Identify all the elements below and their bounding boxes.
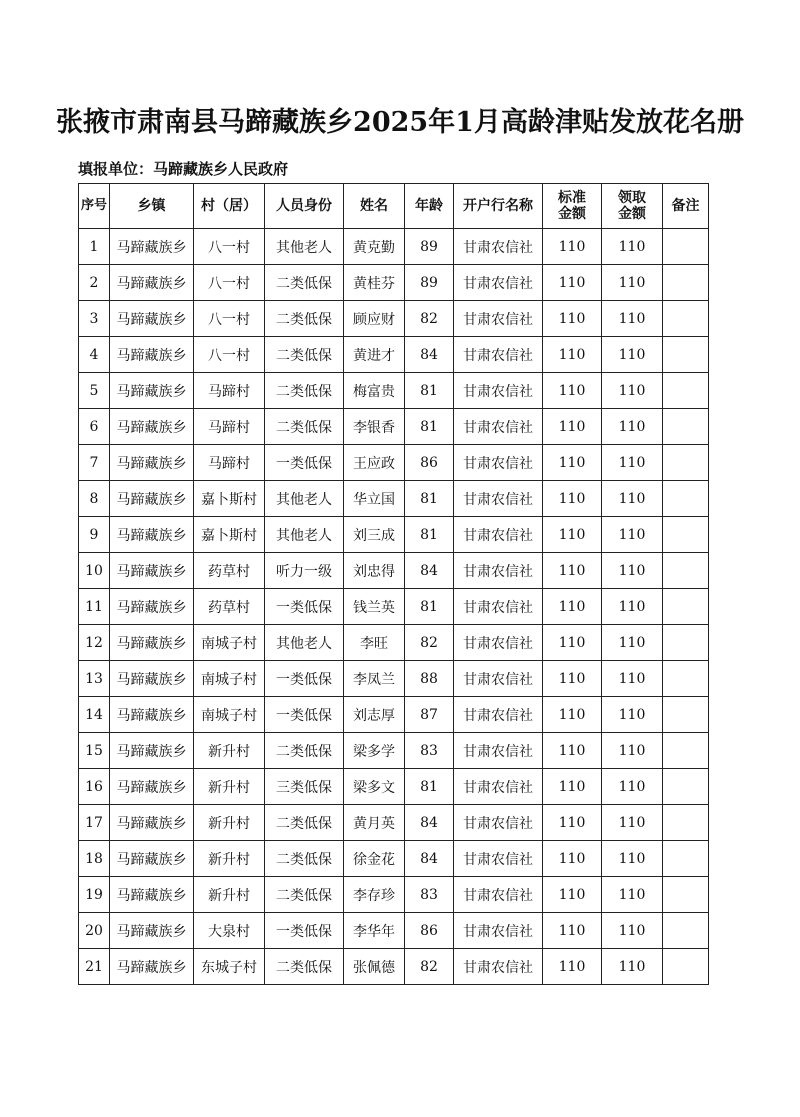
cell-note [663, 949, 709, 985]
cell-standard-amount: 110 [543, 301, 602, 337]
cell-age: 84 [405, 553, 454, 589]
cell-bank: 甘肃农信社 [454, 337, 543, 373]
cell-identity: 二类低保 [265, 337, 344, 373]
cell-name: 李银香 [344, 409, 405, 445]
cell-age: 89 [405, 265, 454, 301]
cell-note [663, 841, 709, 877]
cell-received-amount: 110 [602, 841, 663, 877]
cell-received-amount: 110 [602, 445, 663, 481]
cell-town: 马蹄藏族乡 [110, 589, 194, 625]
cell-identity: 二类低保 [265, 841, 344, 877]
header-village: 村（居） [194, 184, 265, 229]
cell-note [663, 805, 709, 841]
cell-name: 王应政 [344, 445, 405, 481]
cell-received-amount: 110 [602, 733, 663, 769]
table-row [79, 481, 709, 517]
cell-village: 药草村 [194, 553, 265, 589]
cell-note [663, 481, 709, 517]
cell-note [663, 409, 709, 445]
cell-standard-amount: 110 [543, 481, 602, 517]
cell-name: 刘志厚 [344, 697, 405, 733]
cell-no: 2 [79, 265, 110, 301]
cell-town: 马蹄藏族乡 [110, 409, 194, 445]
cell-name: 顾应财 [344, 301, 405, 337]
table-row [79, 661, 709, 697]
cell-no: 6 [79, 409, 110, 445]
cell-name: 黄克勤 [344, 229, 405, 265]
cell-received-amount: 110 [602, 409, 663, 445]
cell-village: 八一村 [194, 337, 265, 373]
cell-town: 马蹄藏族乡 [110, 517, 194, 553]
table-row [79, 589, 709, 625]
cell-note [663, 553, 709, 589]
cell-village: 大泉村 [194, 913, 265, 949]
cell-village: 八一村 [194, 301, 265, 337]
cell-identity: 二类低保 [265, 733, 344, 769]
cell-name: 李存珍 [344, 877, 405, 913]
cell-name: 黄桂芬 [344, 265, 405, 301]
table-row [79, 265, 709, 301]
header-note: 备注 [663, 184, 709, 229]
cell-age: 81 [405, 481, 454, 517]
cell-received-amount: 110 [602, 877, 663, 913]
cell-name: 梅富贵 [344, 373, 405, 409]
cell-standard-amount: 110 [543, 841, 602, 877]
cell-town: 马蹄藏族乡 [110, 553, 194, 589]
cell-town: 马蹄藏族乡 [110, 697, 194, 733]
cell-no: 4 [79, 337, 110, 373]
header-received-line2: 金额 [618, 206, 646, 222]
cell-no: 7 [79, 445, 110, 481]
cell-town: 马蹄藏族乡 [110, 841, 194, 877]
cell-received-amount: 110 [602, 697, 663, 733]
cell-bank: 甘肃农信社 [454, 697, 543, 733]
cell-village: 八一村 [194, 229, 265, 265]
cell-age: 84 [405, 841, 454, 877]
cell-bank: 甘肃农信社 [454, 913, 543, 949]
cell-age: 81 [405, 589, 454, 625]
cell-age: 82 [405, 625, 454, 661]
cell-no: 18 [79, 841, 110, 877]
cell-no: 21 [79, 949, 110, 985]
cell-name: 梁多文 [344, 769, 405, 805]
cell-note [663, 877, 709, 913]
cell-age: 82 [405, 949, 454, 985]
cell-standard-amount: 110 [543, 265, 602, 301]
cell-no: 5 [79, 373, 110, 409]
cell-age: 81 [405, 517, 454, 553]
cell-village: 嘉卜斯村 [194, 517, 265, 553]
table-row [79, 301, 709, 337]
cell-bank: 甘肃农信社 [454, 589, 543, 625]
cell-age: 81 [405, 373, 454, 409]
cell-received-amount: 110 [602, 805, 663, 841]
cell-standard-amount: 110 [543, 553, 602, 589]
cell-village: 药草村 [194, 589, 265, 625]
cell-name: 钱兰英 [344, 589, 405, 625]
cell-bank: 甘肃农信社 [454, 769, 543, 805]
cell-note [663, 913, 709, 949]
cell-name: 张佩德 [344, 949, 405, 985]
table-row [79, 229, 709, 265]
cell-name: 徐金花 [344, 841, 405, 877]
cell-identity: 一类低保 [265, 913, 344, 949]
cell-name: 李凤兰 [344, 661, 405, 697]
cell-received-amount: 110 [602, 625, 663, 661]
cell-standard-amount: 110 [543, 733, 602, 769]
cell-town: 马蹄藏族乡 [110, 373, 194, 409]
cell-village: 马蹄村 [194, 373, 265, 409]
cell-town: 马蹄藏族乡 [110, 625, 194, 661]
cell-no: 15 [79, 733, 110, 769]
cell-standard-amount: 110 [543, 625, 602, 661]
cell-village: 新升村 [194, 769, 265, 805]
cell-bank: 甘肃农信社 [454, 301, 543, 337]
cell-identity: 其他老人 [265, 229, 344, 265]
cell-village: 南城子村 [194, 697, 265, 733]
cell-town: 马蹄藏族乡 [110, 229, 194, 265]
table-row [79, 553, 709, 589]
cell-town: 马蹄藏族乡 [110, 805, 194, 841]
header-standard-line1: 标准 [558, 190, 586, 206]
cell-bank: 甘肃农信社 [454, 949, 543, 985]
cell-note [663, 229, 709, 265]
cell-age: 88 [405, 661, 454, 697]
cell-no: 3 [79, 301, 110, 337]
table-row [79, 949, 709, 985]
cell-age: 89 [405, 229, 454, 265]
cell-bank: 甘肃农信社 [454, 805, 543, 841]
cell-town: 马蹄藏族乡 [110, 913, 194, 949]
cell-identity: 一类低保 [265, 661, 344, 697]
cell-bank: 甘肃农信社 [454, 265, 543, 301]
cell-town: 马蹄藏族乡 [110, 481, 194, 517]
cell-standard-amount: 110 [543, 409, 602, 445]
cell-no: 14 [79, 697, 110, 733]
table-row [79, 877, 709, 913]
cell-no: 19 [79, 877, 110, 913]
table-row [79, 517, 709, 553]
cell-note [663, 661, 709, 697]
cell-town: 马蹄藏族乡 [110, 877, 194, 913]
table-row [79, 913, 709, 949]
cell-no: 1 [79, 229, 110, 265]
cell-identity: 二类低保 [265, 373, 344, 409]
cell-age: 81 [405, 769, 454, 805]
cell-age: 86 [405, 445, 454, 481]
cell-received-amount: 110 [602, 769, 663, 805]
cell-no: 17 [79, 805, 110, 841]
cell-town: 马蹄藏族乡 [110, 661, 194, 697]
cell-name: 刘忠得 [344, 553, 405, 589]
page-title: 张掖市肃南县马蹄藏族乡2025年1月高龄津贴发放花名册 [56, 107, 744, 138]
cell-no: 16 [79, 769, 110, 805]
cell-note [663, 625, 709, 661]
cell-identity: 一类低保 [265, 697, 344, 733]
cell-town: 马蹄藏族乡 [110, 733, 194, 769]
cell-received-amount: 110 [602, 589, 663, 625]
cell-note [663, 445, 709, 481]
cell-village: 马蹄村 [194, 409, 265, 445]
cell-note [663, 265, 709, 301]
header-standard-line2: 金额 [558, 206, 586, 222]
cell-note [663, 769, 709, 805]
cell-bank: 甘肃农信社 [454, 841, 543, 877]
cell-no: 8 [79, 481, 110, 517]
cell-village: 新升村 [194, 805, 265, 841]
cell-town: 马蹄藏族乡 [110, 949, 194, 985]
cell-age: 83 [405, 733, 454, 769]
cell-bank: 甘肃农信社 [454, 877, 543, 913]
cell-age: 84 [405, 337, 454, 373]
cell-no: 11 [79, 589, 110, 625]
cell-received-amount: 110 [602, 553, 663, 589]
cell-no: 9 [79, 517, 110, 553]
cell-no: 12 [79, 625, 110, 661]
cell-name: 刘三成 [344, 517, 405, 553]
header-no: 序号 [79, 184, 110, 229]
table-row [79, 697, 709, 733]
cell-standard-amount: 110 [543, 949, 602, 985]
cell-received-amount: 110 [602, 301, 663, 337]
header-name: 姓名 [344, 184, 405, 229]
cell-identity: 一类低保 [265, 589, 344, 625]
cell-village: 八一村 [194, 265, 265, 301]
cell-standard-amount: 110 [543, 517, 602, 553]
cell-standard-amount: 110 [543, 661, 602, 697]
cell-identity: 其他老人 [265, 481, 344, 517]
cell-identity: 二类低保 [265, 409, 344, 445]
table-row [79, 805, 709, 841]
cell-age: 86 [405, 913, 454, 949]
cell-bank: 甘肃农信社 [454, 229, 543, 265]
cell-age: 82 [405, 301, 454, 337]
cell-note [663, 733, 709, 769]
cell-village: 新升村 [194, 733, 265, 769]
cell-bank: 甘肃农信社 [454, 517, 543, 553]
cell-no: 10 [79, 553, 110, 589]
cell-standard-amount: 110 [543, 589, 602, 625]
cell-standard-amount: 110 [543, 913, 602, 949]
cell-village: 新升村 [194, 877, 265, 913]
cell-standard-amount: 110 [543, 697, 602, 733]
header-age: 年龄 [405, 184, 454, 229]
cell-standard-amount: 110 [543, 445, 602, 481]
cell-village: 马蹄村 [194, 445, 265, 481]
cell-name: 黄月英 [344, 805, 405, 841]
cell-received-amount: 110 [602, 229, 663, 265]
cell-village: 南城子村 [194, 625, 265, 661]
cell-received-amount: 110 [602, 517, 663, 553]
cell-bank: 甘肃农信社 [454, 409, 543, 445]
cell-age: 84 [405, 805, 454, 841]
header-identity: 人员身份 [265, 184, 344, 229]
reporting-unit: 填报单位：马蹄藏族乡人民政府 [78, 160, 289, 178]
cell-no: 20 [79, 913, 110, 949]
cell-received-amount: 110 [602, 661, 663, 697]
cell-name: 李华年 [344, 913, 405, 949]
cell-standard-amount: 110 [543, 337, 602, 373]
header-received-amount [602, 184, 663, 229]
table-row [79, 373, 709, 409]
cell-standard-amount: 110 [543, 373, 602, 409]
cell-bank: 甘肃农信社 [454, 625, 543, 661]
cell-village: 新升村 [194, 841, 265, 877]
cell-note [663, 337, 709, 373]
cell-bank: 甘肃农信社 [454, 373, 543, 409]
cell-identity: 其他老人 [265, 517, 344, 553]
cell-standard-amount: 110 [543, 877, 602, 913]
cell-town: 马蹄藏族乡 [110, 265, 194, 301]
cell-standard-amount: 110 [543, 229, 602, 265]
cell-town: 马蹄藏族乡 [110, 769, 194, 805]
table-body [79, 229, 709, 985]
table-row [79, 409, 709, 445]
cell-identity: 三类低保 [265, 769, 344, 805]
cell-town: 马蹄藏族乡 [110, 301, 194, 337]
table-row [79, 625, 709, 661]
cell-identity: 二类低保 [265, 265, 344, 301]
cell-standard-amount: 110 [543, 769, 602, 805]
table-row [79, 337, 709, 373]
table-row [79, 769, 709, 805]
cell-note [663, 517, 709, 553]
cell-note [663, 697, 709, 733]
cell-received-amount: 110 [602, 265, 663, 301]
cell-received-amount: 110 [602, 373, 663, 409]
cell-identity: 二类低保 [265, 949, 344, 985]
cell-note [663, 301, 709, 337]
cell-name: 梁多学 [344, 733, 405, 769]
table-row [79, 733, 709, 769]
allowance-table [78, 183, 709, 985]
cell-received-amount: 110 [602, 481, 663, 517]
table-header-row [79, 184, 709, 229]
cell-identity: 二类低保 [265, 301, 344, 337]
cell-identity: 一类低保 [265, 445, 344, 481]
cell-no: 13 [79, 661, 110, 697]
cell-bank: 甘肃农信社 [454, 481, 543, 517]
cell-received-amount: 110 [602, 949, 663, 985]
cell-village: 南城子村 [194, 661, 265, 697]
cell-name: 黄进才 [344, 337, 405, 373]
cell-age: 81 [405, 409, 454, 445]
cell-name: 华立国 [344, 481, 405, 517]
cell-bank: 甘肃农信社 [454, 661, 543, 697]
cell-village: 嘉卜斯村 [194, 481, 265, 517]
cell-identity: 二类低保 [265, 877, 344, 913]
cell-name: 李旺 [344, 625, 405, 661]
header-standard-amount [543, 184, 602, 229]
cell-age: 83 [405, 877, 454, 913]
cell-bank: 甘肃农信社 [454, 553, 543, 589]
header-bank: 开户行名称 [454, 184, 543, 229]
cell-note [663, 373, 709, 409]
header-received-line1: 领取 [618, 190, 646, 206]
cell-age: 87 [405, 697, 454, 733]
cell-village: 东城子村 [194, 949, 265, 985]
header-town: 乡镇 [110, 184, 194, 229]
cell-standard-amount: 110 [543, 805, 602, 841]
cell-town: 马蹄藏族乡 [110, 445, 194, 481]
cell-bank: 甘肃农信社 [454, 445, 543, 481]
cell-bank: 甘肃农信社 [454, 733, 543, 769]
cell-received-amount: 110 [602, 913, 663, 949]
cell-town: 马蹄藏族乡 [110, 337, 194, 373]
cell-identity: 二类低保 [265, 805, 344, 841]
cell-note [663, 589, 709, 625]
cell-identity: 听力一级 [265, 553, 344, 589]
table-row [79, 445, 709, 481]
table-row [79, 841, 709, 877]
cell-identity: 其他老人 [265, 625, 344, 661]
cell-received-amount: 110 [602, 337, 663, 373]
